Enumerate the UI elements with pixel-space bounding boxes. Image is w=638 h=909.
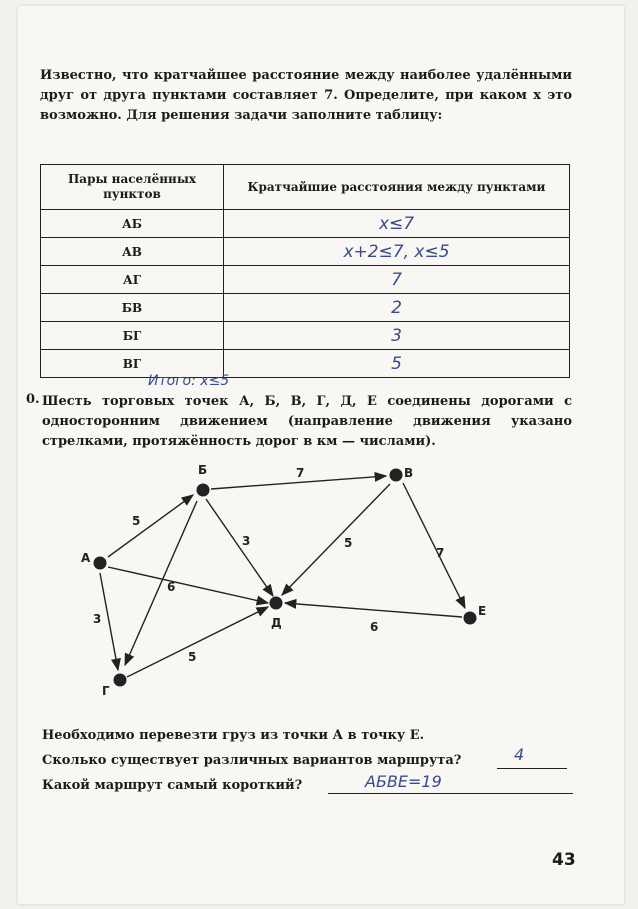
node-e-label: Е — [478, 604, 487, 618]
task-number: 0. — [26, 392, 40, 407]
distance-cell: 5 — [224, 350, 570, 378]
node-a — [94, 557, 107, 570]
route-count-answer-line — [497, 768, 567, 769]
edge-a-d-weight: 6 — [167, 580, 176, 594]
edge-e-d — [285, 603, 462, 617]
page-number: 43 — [552, 850, 576, 870]
edge-g-d — [127, 607, 268, 677]
question-transport: Необходимо перевезти груз из точки А в точку Е. — [42, 728, 425, 743]
distance-cell: 3 — [224, 322, 570, 350]
handwritten-total-note: Итого: x≤5 — [148, 373, 230, 389]
edge-g-d-weight: 5 — [188, 650, 197, 664]
node-d-label: Д — [271, 616, 282, 630]
node-b-label: Б — [198, 463, 208, 477]
node-e — [464, 612, 477, 625]
header-distances: Кратчайшие расстояния между пунктами — [224, 165, 570, 210]
road-graph — [60, 455, 530, 700]
table-header-row — [41, 165, 570, 210]
edge-a-d — [108, 567, 268, 603]
table-row — [41, 350, 570, 378]
distance-table — [40, 164, 570, 378]
route-count-answer: 4 — [514, 745, 525, 764]
pair-cell: АВ — [41, 238, 224, 266]
edge-b-d-weight: 3 — [242, 534, 251, 548]
edge-v-d — [282, 484, 390, 595]
node-v — [390, 469, 403, 482]
node-g — [114, 674, 127, 687]
table-row — [41, 266, 570, 294]
distance-cell: 2 — [224, 294, 570, 322]
edge-v-e-weight: 7 — [436, 546, 445, 560]
node-b — [197, 484, 210, 497]
edge-b-d — [206, 499, 273, 596]
edge-v-e — [403, 483, 465, 608]
node-a-label: А — [81, 551, 91, 565]
edge-b-v-weight: 7 — [296, 466, 305, 480]
edge-v-d-weight: 5 — [344, 536, 353, 550]
task-intro-text: Известно, что кратчайшее расстояние между наиболее удалёнными друг от друга пунктами составляет 7. Определите, при каком x это возможно. Для решения задачи заполните таблицу: — [40, 68, 572, 123]
pair-cell: АБ — [41, 210, 224, 238]
table-row — [41, 322, 570, 350]
edge-a-b-weight: 5 — [132, 514, 141, 528]
table-row — [41, 238, 570, 266]
distance-cell: 7 — [224, 266, 570, 294]
edge-a-b — [108, 495, 193, 557]
table-row — [41, 210, 570, 238]
shortest-route-answer: АБВЕ=19 — [365, 772, 442, 791]
question-shortest-route: Какой маршрут самый короткий? — [42, 778, 303, 793]
edge-a-g-weight: 3 — [93, 612, 102, 626]
pair-cell: БГ — [41, 322, 224, 350]
edge-e-d-weight: 6 — [370, 620, 379, 634]
question-route-count: Сколько существует различных вариантов маршрута? — [42, 753, 462, 768]
edge-a-g — [100, 573, 118, 670]
node-v-label: В — [404, 466, 414, 480]
pair-cell: ВГ — [41, 350, 224, 378]
header-pairs: Пары населённых пунктов — [41, 165, 224, 210]
distance-cell: x+2≤7, x≤5 — [224, 238, 570, 266]
table-row — [41, 294, 570, 322]
pair-cell: БВ — [41, 294, 224, 322]
pair-cell: АГ — [41, 266, 224, 294]
node-g-label: Г — [102, 684, 110, 698]
distance-cell: x≤7 — [224, 210, 570, 238]
task-text: Шесть торговых точек А, Б, В, Г, Д, Е соединены дорогами с односторонним движением (направление движения указано стрелками, протяжённость дорог в км — числами). — [42, 394, 572, 449]
shortest-route-answer-line — [328, 793, 573, 794]
node-d — [270, 597, 283, 610]
